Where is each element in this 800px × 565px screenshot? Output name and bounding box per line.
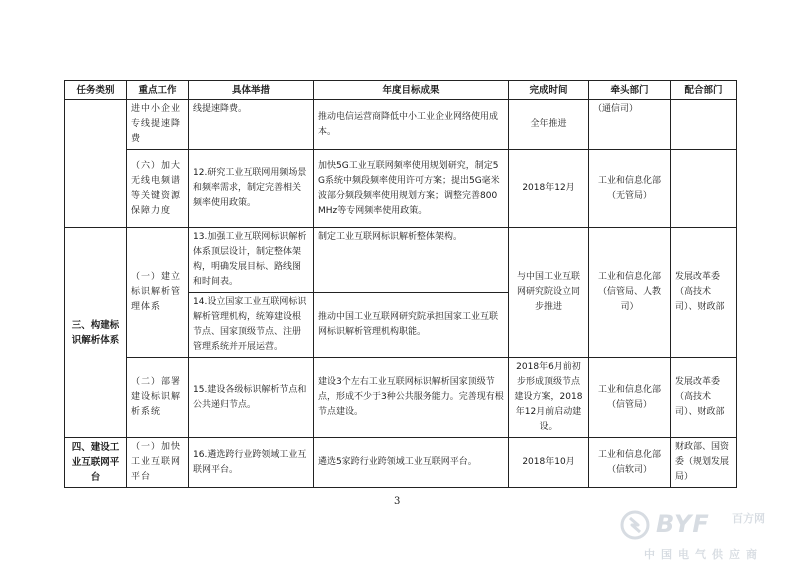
key-work-cell: （二）部署建设标识解析系统: [127, 358, 189, 438]
key-work-cell: 进中小企业专线提速降费: [127, 100, 189, 150]
watermark-brand: BYF: [656, 510, 710, 538]
table-row: [65, 100, 737, 150]
goal-cell: 加快5G工业互联网频率使用规划研究，制定5G系统中频段频率使用许可方案；提出5G毫米波部分频段频率使用规划方案；调整完善800MHz等专网频率使用政策。: [314, 150, 509, 228]
goal-cell: 制定工业互联网标识解析整体架构。: [314, 228, 509, 293]
coop-dept-cell: [671, 100, 737, 150]
key-work-cell: （一）加快工业互联网平台: [127, 438, 189, 488]
deadline-cell: 2018年10月: [509, 438, 589, 488]
goal-cell: 遴选5家跨行业跨领域工业互联网平台。: [314, 438, 509, 488]
table-row: [65, 358, 737, 438]
measure-cell: 16.遴选跨行业跨领域工业互联网平台。: [189, 438, 314, 488]
category-cell: 四、建设工业互联网平台: [65, 438, 127, 488]
page-number: 3: [394, 496, 401, 507]
watermark-brand-cn: 百方网: [732, 512, 765, 525]
deadline-cell: 2018年12月: [509, 150, 589, 228]
key-work-cell: （六）加大无线电频谱等关键资源保障力度: [127, 150, 189, 228]
goal-cell: 推动电信运营商降低中小工业企业网络使用成本。: [314, 100, 509, 150]
coop-dept-cell: 发展改革委（高技术司）、财政部: [671, 358, 737, 438]
brand-logo-icon: [620, 510, 650, 540]
table-row: [65, 150, 737, 228]
lead-dept-cell: 工业和信息化部（信软司）: [589, 438, 671, 488]
measure-cell: 线提速降费。: [189, 100, 314, 150]
lead-dept-cell: 工业和信息化部（无管局）: [589, 150, 671, 228]
measure-cell: 15.建设各级标识解析节点和公共递归节点。: [189, 358, 314, 438]
deadline-cell: 2018年6月前初步形成顶级节点建设方案，2018年12月前启动建设。: [509, 358, 589, 438]
watermark: [620, 506, 800, 564]
lead-dept-cell: （通信司）: [589, 100, 671, 150]
measure-cell: 12.研究工业互联网用频场景和频率需求，制定完善相关频率使用政策。: [189, 150, 314, 228]
coop-dept-cell: 发展改革委（高技术司）、财政部: [671, 228, 737, 358]
header-measures: 具体举措: [189, 81, 314, 100]
header-lead-dept: 牵头部门: [589, 81, 671, 100]
watermark-subtitle: 中国电气供应商: [644, 548, 763, 561]
header-annual-goal: 年度目标成果: [314, 81, 509, 100]
measure-cell: 14.设立国家工业互联网标识解析管理机构，统筹建设根节点、国家顶级节点、注册管理系统并开展运营。: [189, 293, 314, 358]
category-cell: 三、构建标识解析体系: [65, 228, 127, 438]
header-coop-dept: 配合部门: [671, 81, 737, 100]
header-category: 任务类别: [65, 81, 127, 100]
category-cell-empty: [65, 100, 127, 228]
coop-dept-cell: 财政部、国资委（规划发展局）: [671, 438, 737, 488]
header-key-work: 重点工作: [127, 81, 189, 100]
table-header-row: [65, 81, 737, 100]
task-table: [64, 80, 737, 488]
measure-cell: 13.加强工业互联网标识解析体系顶层设计，制定整体架构，明确发展目标、路线图和时间表。: [189, 228, 314, 293]
deadline-cell: 全年推进: [509, 100, 589, 150]
goal-cell: 推动中国工业互联网研究院承担国家工业互联网标识解析管理机构职能。: [314, 293, 509, 358]
key-work-cell: （一）建立标识解析管理体系: [127, 228, 189, 358]
deadline-cell: 与中国工业互联网研究院设立同步推进: [509, 228, 589, 358]
coop-dept-cell: [671, 150, 737, 228]
table-row: [65, 228, 737, 293]
header-deadline: 完成时间: [509, 81, 589, 100]
goal-cell: 建设3个左右工业互联网标识解析国家顶级节点，形成不少于3种公共服务能力。完善现有根节点建设。: [314, 358, 509, 438]
lead-dept-cell: 工业和信息化部（信管局）: [589, 358, 671, 438]
table-row: [65, 438, 737, 488]
lead-dept-cell: 工业和信息化部（信管局、人教司）: [589, 228, 671, 358]
